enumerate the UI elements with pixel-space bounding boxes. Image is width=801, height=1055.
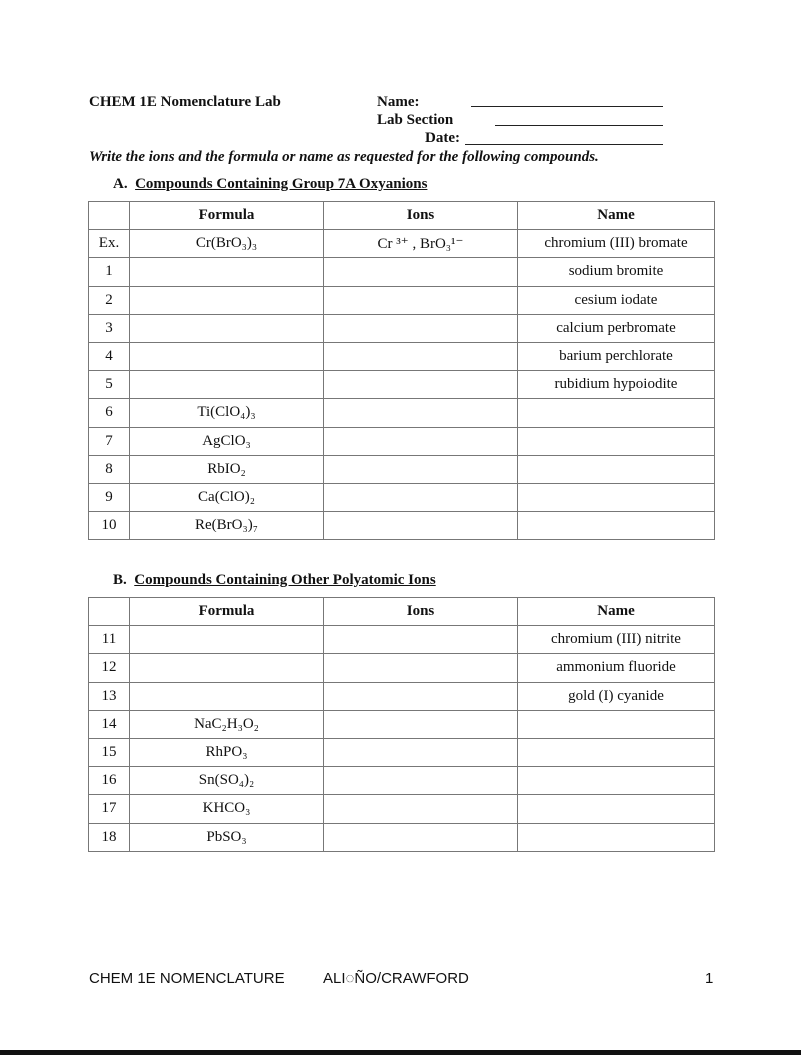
name-cell: calcium perbromate: [518, 314, 715, 342]
section-a-letter: A.: [113, 176, 128, 192]
number-cell: 18: [89, 823, 130, 851]
name-cell[interactable]: [518, 399, 715, 427]
formula-cell[interactable]: [130, 342, 324, 370]
table-row: [89, 258, 715, 286]
section-a-title: Compounds Containing Group 7A Oxyanions: [135, 176, 428, 192]
number-cell: 1: [89, 258, 130, 286]
date-label: Date:: [425, 130, 460, 146]
ions-cell[interactable]: [324, 682, 518, 710]
column-header-name: Name: [518, 598, 715, 626]
formula-cell[interactable]: [130, 258, 324, 286]
number-cell: 12: [89, 654, 130, 682]
name-cell[interactable]: [518, 767, 715, 795]
name-cell: barium perchlorate: [518, 342, 715, 370]
name-cell: ammonium fluoride: [518, 654, 715, 682]
table-section-a: [88, 201, 715, 540]
formula-cell[interactable]: [130, 314, 324, 342]
number-cell: 14: [89, 710, 130, 738]
name-label: Name:: [377, 94, 420, 110]
ions-cell[interactable]: [324, 654, 518, 682]
table-section-b: [88, 597, 715, 852]
formula-cell: KHCO₃: [130, 795, 324, 823]
table-row: [89, 654, 715, 682]
name-cell[interactable]: [518, 427, 715, 455]
formula-cell: NaC₂H₃O₂: [130, 710, 324, 738]
table-row: [89, 427, 715, 455]
formula-cell: AgClO₃: [130, 427, 324, 455]
date-field-line[interactable]: [465, 144, 663, 145]
formula-cell: Ti(ClO₄)₃: [130, 399, 324, 427]
name-field-line[interactable]: [471, 106, 663, 107]
name-cell[interactable]: [518, 795, 715, 823]
table-header-row: [89, 598, 715, 626]
ions-cell[interactable]: [324, 258, 518, 286]
section-b-heading: [113, 572, 436, 589]
table-row: [89, 483, 715, 511]
formula-cell: Ca(ClO)₂: [130, 483, 324, 511]
column-header-ions: Ions: [324, 202, 518, 230]
table-row: [89, 823, 715, 851]
name-cell: chromium (III) bromate: [518, 230, 715, 258]
lab-section-field-line[interactable]: [495, 125, 663, 126]
table-row: [89, 286, 715, 314]
table-row: [89, 626, 715, 654]
footer-authors: ALI◌ÑO/CRAWFORD: [323, 970, 469, 987]
formula-cell[interactable]: [130, 626, 324, 654]
formula-cell: PbSO₃: [130, 823, 324, 851]
column-header-number: [89, 598, 130, 626]
name-cell[interactable]: [518, 738, 715, 766]
ions-cell[interactable]: [324, 710, 518, 738]
instructions: Write the ions and the formula or name as requested for the following compounds.: [89, 149, 599, 165]
formula-cell: RbIO₂: [130, 455, 324, 483]
table-row: [89, 738, 715, 766]
name-cell[interactable]: [518, 512, 715, 540]
lab-section-label: Lab Section: [377, 112, 454, 128]
formula-cell: Cr(BrO₃)₃: [130, 230, 324, 258]
footer-title: CHEM 1E NOMENCLATURE: [89, 970, 285, 987]
column-header-name: Name: [518, 202, 715, 230]
ions-cell[interactable]: [324, 767, 518, 795]
bottom-edge-bar: [0, 1050, 801, 1055]
formula-cell[interactable]: [130, 286, 324, 314]
name-cell[interactable]: [518, 710, 715, 738]
ions-cell[interactable]: [324, 512, 518, 540]
ions-cell: Cr ³⁺ , BrO₃¹⁻: [324, 230, 518, 258]
ions-cell[interactable]: [324, 342, 518, 370]
section-a-heading: [113, 176, 427, 193]
name-cell[interactable]: [518, 823, 715, 851]
table-row: [89, 795, 715, 823]
column-header-formula: Formula: [130, 202, 324, 230]
table-row: [89, 767, 715, 795]
formula-cell: Sn(SO₄)₂: [130, 767, 324, 795]
number-cell: 3: [89, 314, 130, 342]
section-b-letter: B.: [113, 572, 127, 588]
ions-cell[interactable]: [324, 427, 518, 455]
number-cell: 11: [89, 626, 130, 654]
number-cell: 15: [89, 738, 130, 766]
number-cell: 2: [89, 286, 130, 314]
footer-page-number: 1: [705, 970, 714, 987]
ions-cell[interactable]: [324, 286, 518, 314]
number-cell: 9: [89, 483, 130, 511]
table-header-row: [89, 202, 715, 230]
table-row: [89, 371, 715, 399]
ions-cell[interactable]: [324, 795, 518, 823]
column-header-ions: Ions: [324, 598, 518, 626]
table-row: [89, 314, 715, 342]
ions-cell[interactable]: [324, 455, 518, 483]
section-b-title: Compounds Containing Other Polyatomic Ions: [134, 572, 436, 588]
number-cell: 4: [89, 342, 130, 370]
number-cell: 13: [89, 682, 130, 710]
ions-cell[interactable]: [324, 626, 518, 654]
column-header-number: [89, 202, 130, 230]
number-cell: 16: [89, 767, 130, 795]
number-cell: 10: [89, 512, 130, 540]
name-cell: gold (I) cyanide: [518, 682, 715, 710]
table-row: [89, 399, 715, 427]
table-row: [89, 710, 715, 738]
name-cell[interactable]: [518, 483, 715, 511]
formula-cell[interactable]: [130, 371, 324, 399]
table-row: [89, 342, 715, 370]
ions-cell[interactable]: [324, 823, 518, 851]
table-row: [89, 512, 715, 540]
number-cell: 7: [89, 427, 130, 455]
ions-cell[interactable]: [324, 399, 518, 427]
ions-cell[interactable]: [324, 483, 518, 511]
name-cell[interactable]: [518, 455, 715, 483]
ions-cell[interactable]: [324, 371, 518, 399]
number-cell: 6: [89, 399, 130, 427]
column-header-formula: Formula: [130, 598, 324, 626]
name-cell: rubidium hypoiodite: [518, 371, 715, 399]
course-title: CHEM 1E Nomenclature Lab: [89, 94, 281, 110]
ions-cell[interactable]: [324, 738, 518, 766]
ions-cell[interactable]: [324, 314, 518, 342]
name-cell: cesium iodate: [518, 286, 715, 314]
number-cell: Ex.: [89, 230, 130, 258]
table-row: [89, 455, 715, 483]
number-cell: 5: [89, 371, 130, 399]
table-row: [89, 230, 715, 258]
formula-cell: RhPO₃: [130, 738, 324, 766]
name-cell: chromium (III) nitrite: [518, 626, 715, 654]
number-cell: 8: [89, 455, 130, 483]
formula-cell: Re(BrO₃)₇: [130, 512, 324, 540]
formula-cell[interactable]: [130, 682, 324, 710]
number-cell: 17: [89, 795, 130, 823]
formula-cell[interactable]: [130, 654, 324, 682]
name-cell: sodium bromite: [518, 258, 715, 286]
table-row: [89, 682, 715, 710]
